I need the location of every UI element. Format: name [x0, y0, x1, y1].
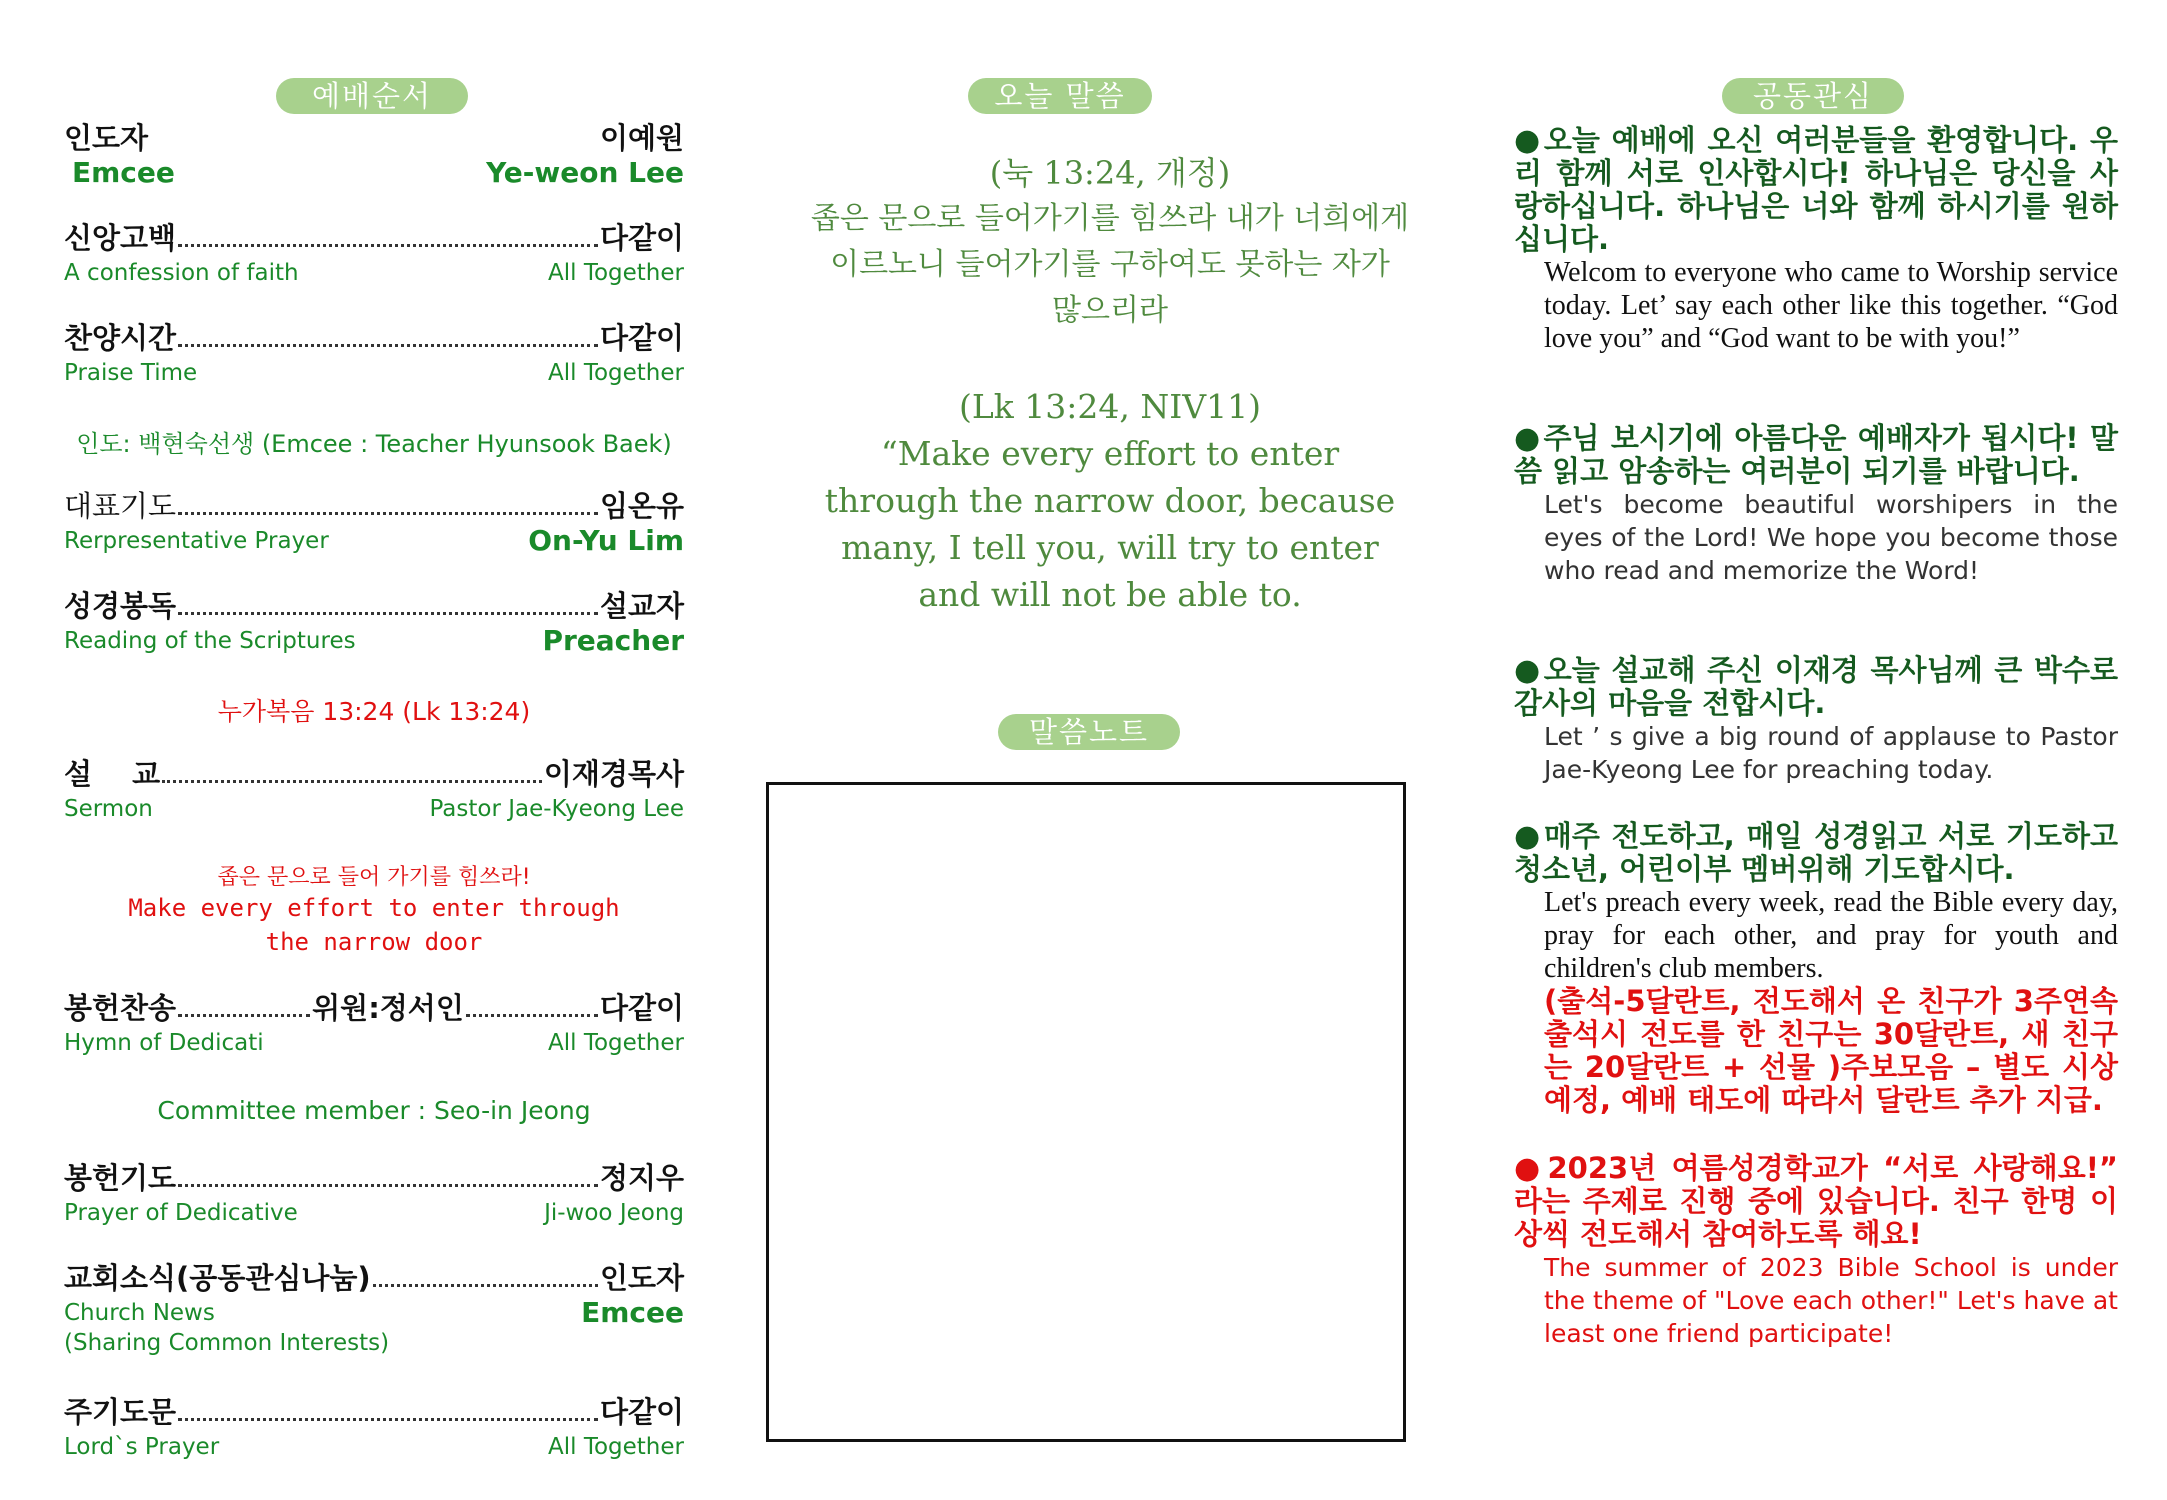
item-person-en: Ye-weon Lee [486, 156, 684, 189]
item-person-en: Emcee [581, 1296, 684, 1329]
item-label-en: Prayer of Dedicative [64, 1200, 298, 1226]
bullet-icon: ● [1514, 819, 1542, 854]
dotted-leader [178, 612, 598, 615]
item-label: 봉헌찬송 [64, 991, 177, 1025]
service-item-sermon [64, 756, 684, 824]
announcement-ko: 매주 전도하고, 매일 성경읽고 서로 기도하고 청소년, 어린이부 멤버위해 기도합시다. [1514, 819, 2118, 886]
item-label: 설 교 [64, 757, 161, 791]
announcement-worshipers [1514, 422, 2118, 587]
item-label-en: Reading of the Scriptures [64, 628, 356, 654]
item-person-en: Pastor Jae-Kyeong Lee [429, 796, 684, 822]
item-person-en: All Together [548, 360, 684, 386]
reading-reference: 누가복음 13:24 (Lk 13:24) [217, 697, 531, 726]
item-person-en: All Together [548, 1030, 684, 1056]
announcement-en: Let ’ s give a big round of applause to Pastor Jae-Kyeong Lee for preaching today. [1544, 722, 2118, 784]
announcement-en: Let's become beautiful worshipers in the eyes of the Lord! We hope you become those who read and memorize the Word! [1544, 490, 2118, 585]
item-person: 임온유 [599, 489, 684, 523]
service-item-reading [64, 588, 684, 656]
item-person: 인도자 [599, 1261, 684, 1295]
item-person-en: Preacher [542, 624, 684, 657]
item-person-en: Ji-woo Jeong [544, 1200, 684, 1226]
verse-ref-ko: (눅 13:24, 개정) [989, 154, 1231, 192]
dotted-leader [178, 344, 598, 347]
item-person: 이재경목사 [543, 757, 684, 791]
service-item-prayer [64, 488, 684, 556]
verse-ref-en: (Lk 13:24, NIV11) [959, 387, 1261, 426]
item-person-en: On-Yu Lim [528, 524, 684, 557]
sermon-title-en-1: Make every effort to enter through [128, 894, 620, 922]
verse-ko-2: 이르노니 들어가기를 구하여도 못하는 자가 [830, 247, 1390, 282]
dotted-leader [178, 1014, 310, 1017]
bullet-icon: ● [1514, 123, 1542, 158]
sermon-title-ko: 좁은 문으로 들어 가기를 힘쓰라! [217, 865, 531, 890]
item-label: 찬양시간 [64, 321, 177, 355]
service-item-church-news [64, 1260, 684, 1358]
announcement-welcome [1514, 124, 2118, 355]
announcement-ko: 오늘 예배에 오신 여러분들을 환영합니다. 우리 함께 서로 인사합시다! 하나님은 당신을 사랑하십니다. 하나님은 너와 함께 하시기를 원하십니다. [1514, 123, 2118, 256]
announcement-en: The summer of 2023 Bible School is under the theme of "Love each other!" Let's have at least one friend participate! [1544, 1253, 2118, 1348]
item-label-en: Lord`s Prayer [64, 1434, 220, 1460]
verse-en-2: through the narrow door, because [824, 481, 1396, 520]
item-label: 주기도문 [64, 1395, 177, 1429]
item-label-en: Rerpresentative Prayer [64, 528, 329, 554]
item-person: 다같이 [599, 1395, 684, 1429]
item-label-en: Sermon [64, 796, 153, 822]
announcement-ko: 주님 보시기에 아름다운 예배자가 됩시다! 말씀 읽고 암송하는 여러분이 되기를 바랍니다. [1514, 421, 2118, 488]
verse-ko-1: 좁은 문으로 들어가기를 힘쓰라 내가 너희에게 [810, 201, 1410, 236]
item-label-en: A confession of faith [64, 260, 299, 286]
bullet-icon: ● [1514, 1151, 1546, 1186]
announcement-en: Welcom to everyone who came to Worship service today. Let’ say each other like this together. “God love you” and “God want to be with you!” [1544, 257, 2118, 354]
order-of-service-pill: 예배순서 [276, 78, 468, 114]
service-item-lords-prayer [64, 1394, 684, 1462]
sermon-notes-pill: 말씀노트 [998, 714, 1180, 750]
item-person-en: All Together [548, 1434, 684, 1460]
item-label-en: Emcee [72, 156, 175, 189]
service-item-offering-prayer [64, 1160, 684, 1228]
item-label: 인도자 [64, 121, 149, 155]
item-label: 대표기도 [64, 489, 177, 523]
announcement-thanks [1514, 654, 2118, 786]
item-label: 교회소식(공동관심나눔) [64, 1261, 371, 1295]
item-label: 신앙고백 [64, 221, 177, 255]
common-interest-pill: 공동관심 [1722, 78, 1904, 114]
item-mid: 위원:정서인 [312, 991, 464, 1025]
item-label-en: Church News [64, 1300, 215, 1326]
item-person: 정지우 [599, 1161, 684, 1195]
item-person: 이예원 [599, 121, 684, 155]
dotted-leader [178, 512, 598, 515]
announcement-vbs [1514, 1152, 2118, 1350]
bullet-icon: ● [1514, 653, 1542, 688]
sermon-notes-box[interactable] [766, 782, 1406, 1442]
service-item-emcee [64, 120, 684, 188]
verse-ko-3: 많으리라 [1052, 293, 1168, 328]
service-item-praise [64, 320, 684, 388]
talent-note: (출석-5달란트, 전도해서 온 친구가 3주연속 출석시 전도를 한 친구는 30달란트, 새 친구는 20달란트 + 선물 )주보모음 – 별도 시상 예정, 예배 태도에 따라서 달란트 추가 지급. [1544, 984, 2118, 1117]
dotted-leader [178, 244, 598, 247]
dotted-leader [178, 1418, 598, 1421]
announcement-ko: 2023년 여름성경학교가 “서로 사랑해요!” 라는 주제로 진행 중에 있습니다. 친구 한명 이상씩 전도해서 참여하도록 해요! [1514, 1151, 2118, 1251]
item-person-en: All Together [548, 260, 684, 286]
announcement-ko: 오늘 설교해 주신 이재경 목사님께 큰 박수로 감사의 마음을 전합시다. [1514, 653, 2118, 720]
item-person: 다같이 [599, 991, 684, 1025]
committee-member: Committee member : Seo-in Jeong [157, 1096, 591, 1125]
item-label-en: Hymn of Dedicati [64, 1030, 264, 1056]
service-item-confession [64, 220, 684, 288]
item-person: 다같이 [599, 221, 684, 255]
praise-leader: 인도: 백현숙선생 (Emcee : Teacher Hyunsook Baek) [76, 430, 672, 458]
bullet-icon: ● [1514, 421, 1542, 456]
announcement-en: Let's preach every week, read the Bible every day, pray for each other, and pray for youth and children's club members. [1544, 887, 2118, 984]
item-label-en-2: (Sharing Common Interests) [64, 1330, 390, 1356]
verse-en-3: many, I tell you, will try to enter [841, 528, 1379, 567]
dotted-leader [178, 1184, 598, 1187]
service-item-offering-hymn [64, 990, 684, 1058]
item-label: 봉헌기도 [64, 1161, 177, 1195]
item-label: 성경봉독 [64, 589, 177, 623]
verse-en-1: “Make every effort to enter [880, 434, 1340, 473]
verse-en-4: and will not be able to. [918, 575, 1302, 614]
dotted-leader [373, 1284, 598, 1287]
item-label-en: Praise Time [64, 360, 198, 386]
announcement-evangelism [1514, 820, 2118, 1117]
sermon-title-en-2: the narrow door [265, 928, 483, 956]
todays-word-pill: 오늘 말씀 [968, 78, 1152, 114]
item-person: 다같이 [599, 321, 684, 355]
dotted-leader [162, 780, 542, 783]
item-person: 설교자 [599, 589, 684, 623]
dotted-leader [466, 1014, 598, 1017]
